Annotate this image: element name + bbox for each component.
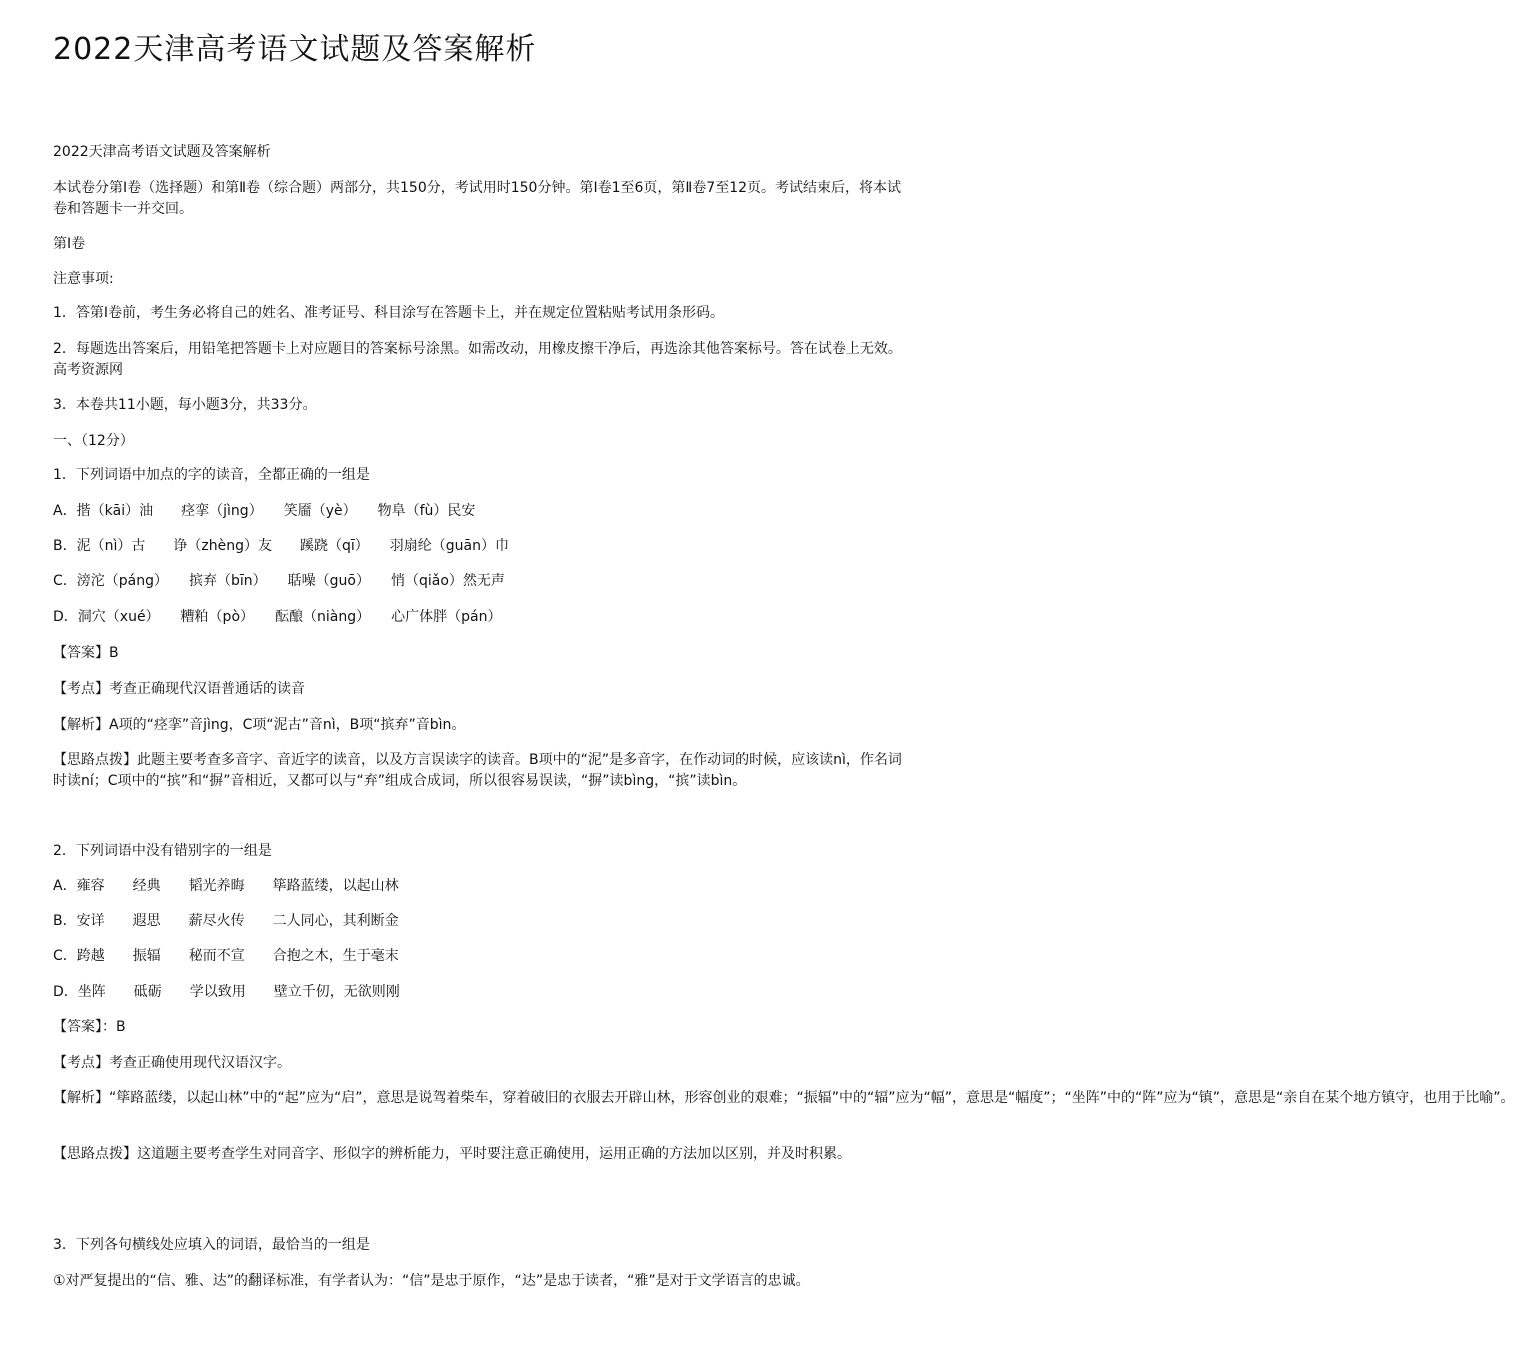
paragraph: D．洞穴（xué） 糟粕（pò） 酝酿（niàng） 心广体胖（pán） [53,609,502,625]
paragraph: A．揩（kāi）油 痉挛（jìng） 笑靥（yè） 物阜（fù）民安 [53,503,476,519]
page-title: 2022天津高考语文试题及答案解析 [53,32,537,67]
paragraph: 【思路点拨】这道题主要考查学生对同音字、形似字的辨析能力，平时要注意正确使用，运用正确的方法加以区别，并及时积累。 [53,1146,851,1162]
paragraph: 【考点】考查正确使用现代汉语汉字。 [53,1055,291,1071]
paragraph: 1．下列词语中加点的字的读音，全都正确的一组是 [53,467,370,483]
paragraph: 本试卷分第Ⅰ卷（选择题）和第Ⅱ卷（综合题）两部分，共150分，考试用时150分钟。第Ⅰ卷1至6页，第Ⅱ卷7至12页。考试结束后，将本试卷和答题卡一并交回。 [53,180,902,217]
paragraph: 3．下列各句横线处应填入的词语，最恰当的一组是 [53,1237,370,1253]
paragraph: C．滂沱（páng） 摈弃（bīn） 聒噪（guō） 悄（qiǎo）然无声 [53,573,505,589]
paragraph: 【考点】考查正确现代汉语普通话的读音 [53,681,305,697]
paragraph: 【解析】A项的“痉挛”音jìng，C项“泥古”音nì，B项“摈弃”音bìn。 [53,717,466,733]
paragraph: ①对严复提出的“信、雅、达”的翻译标准，有学者认为：“信”是忠于原作，“达”是忠于读者，“雅”是对于文学语言的忠诚。 [53,1273,810,1289]
paragraph: A．雍容 经典 韬光养晦 筚路蓝缕，以起山林 [53,878,399,894]
paragraph: 第Ⅰ卷 [53,236,86,252]
paragraph: 【答案】：B [53,1019,126,1035]
paragraph: C．跨越 振辐 秘而不宣 合抱之木，生于毫末 [53,948,399,964]
paragraph: 【答案】B [53,645,119,661]
paragraph: B．安详 遐思 薪尽火传 二人同心，其利断金 [53,913,399,929]
paragraph: B．泥（nì）古 诤（zhèng）友 蹊跷（qī） 羽扇纶（guān）巾 [53,538,509,554]
paragraph: 2022天津高考语文试题及答案解析 [53,144,271,160]
paragraph: 3．本卷共11小题，每小题3分，共33分。 [53,397,317,413]
paragraph: 【思路点拨】此题主要考查多音字、音近字的读音，以及方言误读字的读音。B项中的“泥”是多音字，在作动词的时候，应该读nì，作名词时读ní；C项中的“摈”和“摒”音相近，又都可以与“弃”组成合成词，所以很容易误读，“摒”读bìng，“摈”读bìn。 [53,752,902,789]
paragraph: 2．下列词语中没有错别字的一组是 [53,843,272,859]
paragraph: 【解析】“筚路蓝缕，以起山林”中的“起”应为“启”，意思是说驾着柴车，穿着破旧的衣服去开辟山林，形容创业的艰难；“振辐”中的“辐”应为“幅”，意思是“幅度”；“坐阵”中的“阵”应为“镇”，意思是“亲自在某个地方镇守，也用于比喻”。 [53,1090,1515,1106]
paragraph: 一、（12分） [53,433,134,449]
paragraph: 2．每题选出答案后，用铅笔把答题卡上对应题目的答案标号涂黑。如需改动，用橡皮擦干净后，再选涂其他答案标号。答在试卷上无效。高考资源网 [53,341,902,378]
paragraph: 1．答第Ⅰ卷前，考生务必将自己的姓名、准考证号、科目涂写在答题卡上，并在规定位置粘贴考试用条形码。 [53,305,725,321]
paragraph: 注意事项: [53,271,114,287]
paragraph: D．坐阵 砥砺 学以致用 壁立千仞，无欲则刚 [53,984,400,1000]
